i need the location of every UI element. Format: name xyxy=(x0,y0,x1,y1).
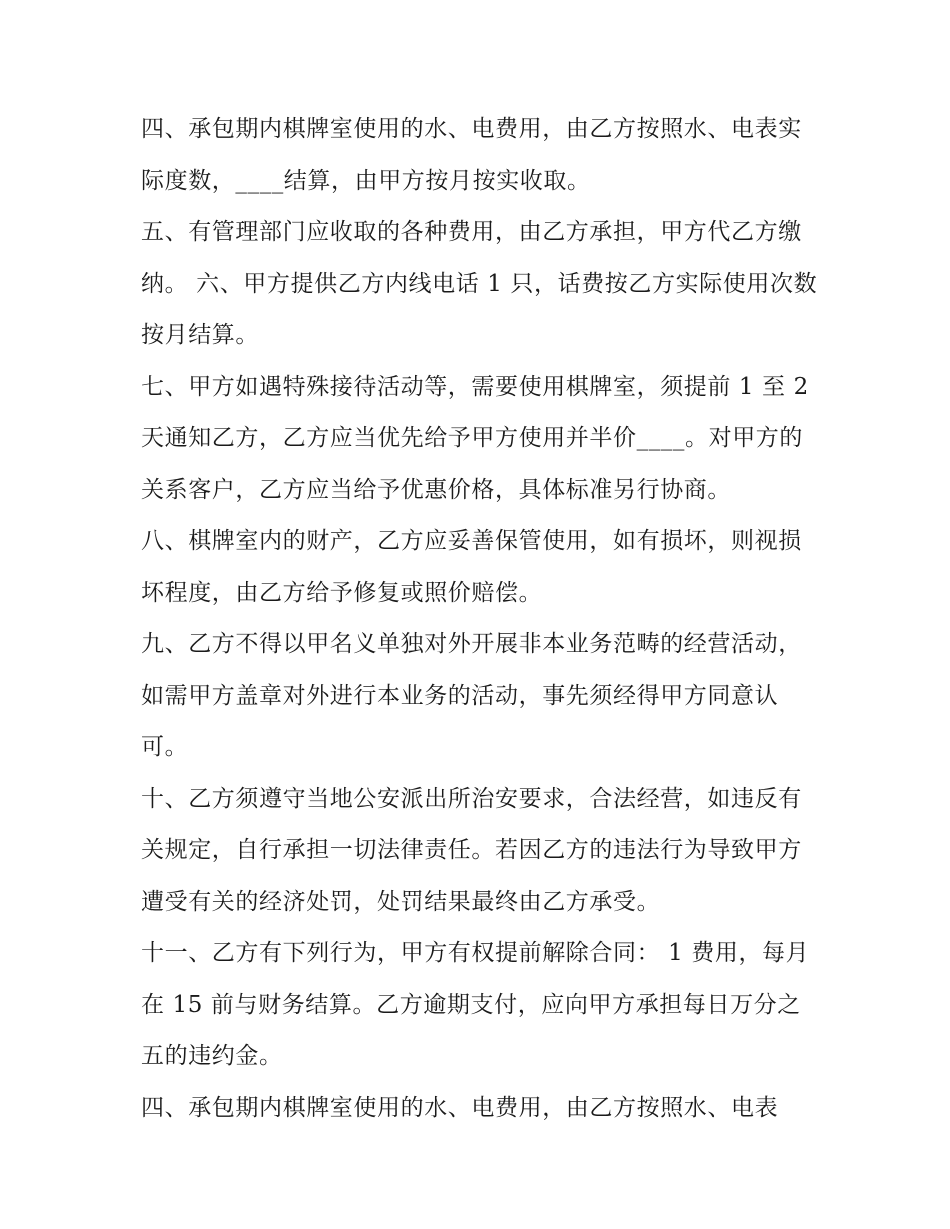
clause-4-repeated: 四、承包期内棋牌室使用的水、电费用，由乙方按照水、电表 xyxy=(141,1094,779,1121)
clause-4-utilities: 四、承包期内棋牌室使用的水、电费用，由乙方按照水、电表实际度数，____结算，由甲方按月按实收取。 xyxy=(141,116,802,194)
clause-9-business-scope: 九、乙方不得以甲名义单独对外开展非本业务范畴的经营活动，如需甲方盖章对外进行本业务的活动，事先须经得甲方同意认可。 xyxy=(141,631,802,760)
document-body xyxy=(141,104,821,1134)
clause-7-reception: 七、甲方如遇特殊接待活动等，需要使用棋牌室，须提前 1 至 2 天通知乙方，乙方应当优先给予甲方使用并半价____。对甲方的关系客户，乙方应当给予优惠价格，具体标准另行协商。 xyxy=(141,373,809,503)
clause-8-property: 八、棋牌室内的财产，乙方应妥善保管使用，如有损坏，则视损坏程度，由乙方给予修复或照价赔偿。 xyxy=(141,528,802,606)
clause-5-6-fees-phone: 五、有管理部门应收取的各种费用，由乙方承担，甲方代乙方缴纳。 六、甲方提供乙方内线电话 1 只，话费按乙方实际使用次数按月结算。 xyxy=(141,219,818,348)
clause-10-compliance: 十、乙方须遵守当地公安派出所治安要求，合法经营，如违反有关规定，自行承担一切法律责任。若因乙方的违法行为导致甲方遭受有关的经济处罚，处罚结果最终由乙方承受。 xyxy=(141,785,802,915)
clause-11-termination: 十一、乙方有下列行为，甲方有权提前解除合同： 1 费用，每月在 15 前与财务结算。乙方逾期支付，应向甲方承担每日万分之五的违约金。 xyxy=(141,940,810,1069)
